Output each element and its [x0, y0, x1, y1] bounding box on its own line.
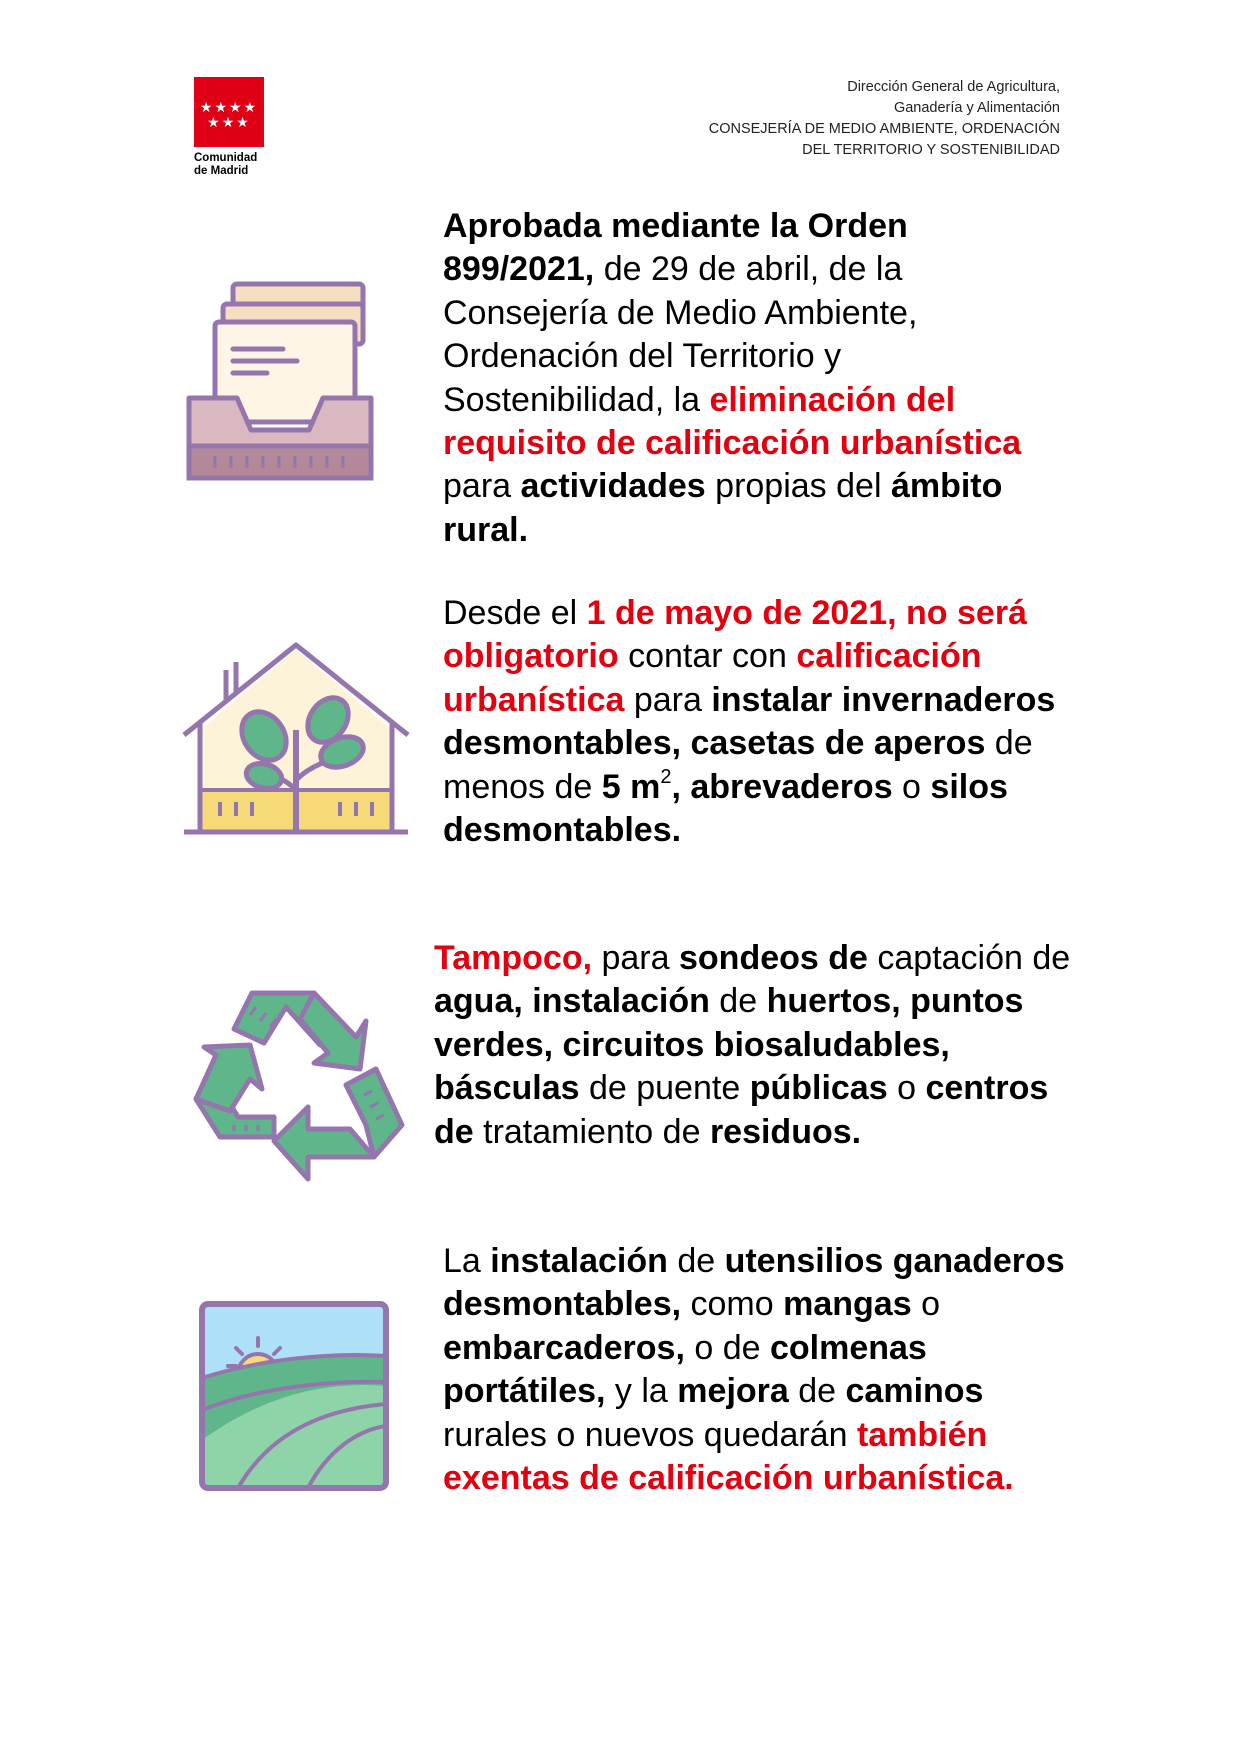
- text-block-1: Aprobada mediante la Orden 899/2021, de 29 de abril, de la Consejería de Medio Ambiente, Ordenación del Territorio y Sostenibilidad, la eliminación del requisito de calificación urbanística para actividades propias del ámbito rural.: [443, 207, 1022, 549]
- inbox-tray-icon: [185, 278, 375, 488]
- text-block-4: La instalación de utensilios ganaderos desmontables, como mangas o embarcaderos, o de colmenas portátiles, y la mejora de caminos rurales o nuevos quedarán también exentas de calificación urbanística.: [443, 1242, 1065, 1498]
- header-line: DEL TERRITORIO Y SOSTENIBILIDAD: [802, 142, 1060, 158]
- header-line: Ganadería y Alimentación: [893, 100, 1060, 116]
- text-block-3: Tampoco, para sondeos de captación de agua, instalación de huertos, puntos verdes, circuitos biosaludables, básculas de puente públicas o centros de tratamiento de residuos.: [434, 939, 1071, 1151]
- stars-icon: ★★★: [207, 114, 251, 130]
- document-header: [709, 77, 1060, 161]
- header-line: CONSEJERÍA DE MEDIO AMBIENTE, ORDENACIÓN: [708, 121, 1060, 137]
- header-line: Dirección General de Agricultura,: [847, 79, 1060, 95]
- landscape-field-icon: [198, 1300, 390, 1492]
- stars-icon: ★★★★: [199, 99, 259, 115]
- comunidad-de-madrid-logo: [194, 77, 264, 178]
- logo-text: Comunidad de Madrid: [194, 152, 258, 177]
- text-block-2: Desde el 1 de mayo de 2021, no será obligatorio contar con calificación urbanística para instalar invernaderos desmontables, casetas de aperos de menos de 5 $m^2$, abrevaderos o silos desmontables.: [443, 594, 1056, 850]
- madrid-flag: [194, 77, 264, 147]
- greenhouse-plant-icon: [180, 640, 412, 840]
- recycle-icon: [190, 985, 405, 1195]
